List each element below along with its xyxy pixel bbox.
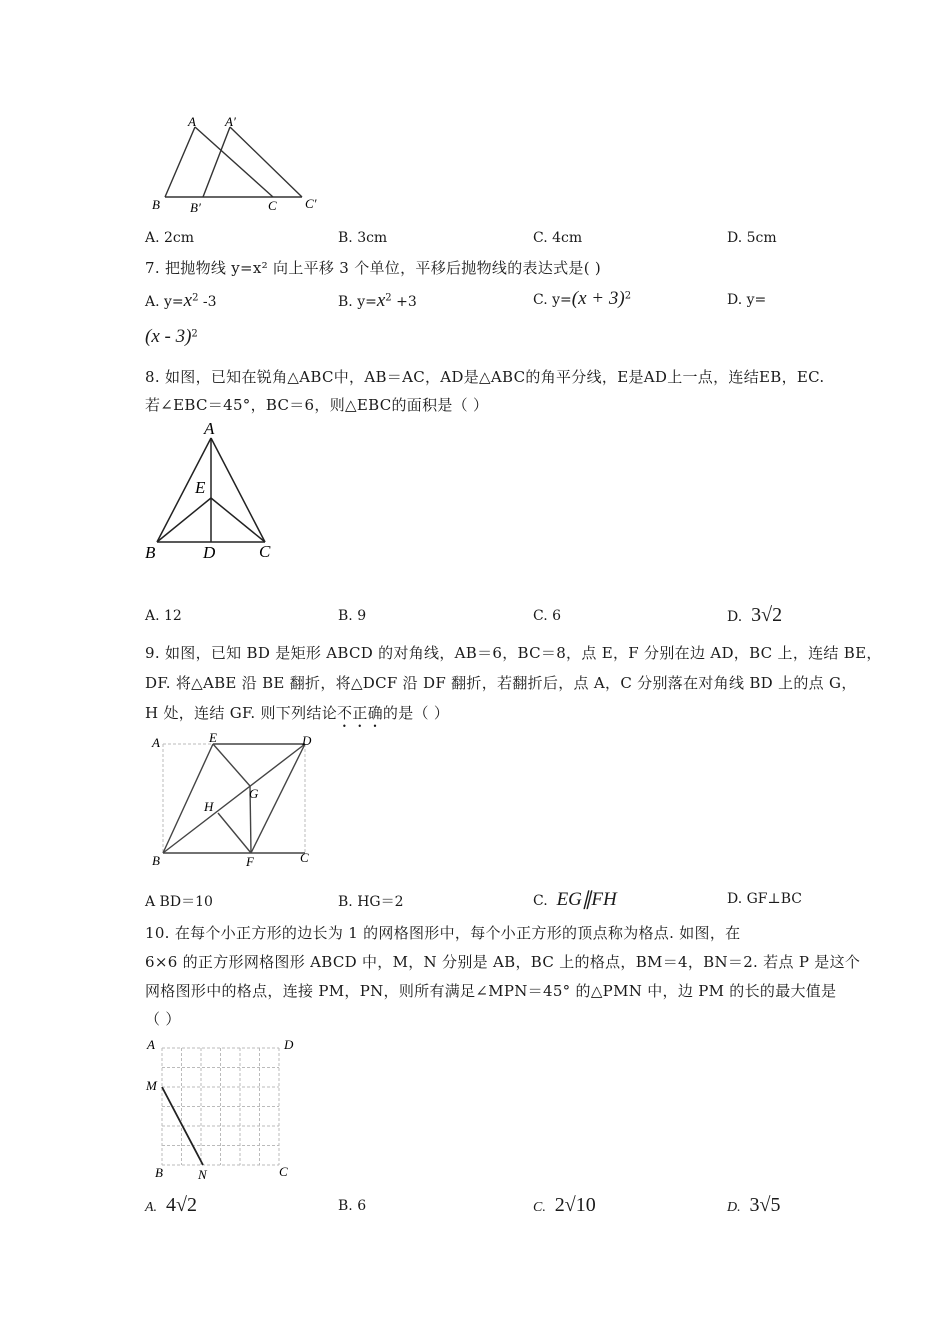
q6-option-a: A. 2cm bbox=[145, 230, 195, 246]
q10-option-b: B. 6 bbox=[338, 1198, 367, 1214]
q10-option-d: D. 3√5 bbox=[727, 1194, 781, 1216]
q10-stem-line-2: 6×6 的正方形网格图形 ABCD 中，M，N 分别是 AB，BC 上的格点，BM＝4，BN＝2. 若点 P 是这个 bbox=[145, 953, 861, 971]
q8-stem-line-1: 8. 如图，已知在锐角△ABC中，AB＝AC，AD是△ABC的角平分线，E是AD上一点，连结EB，EC. bbox=[145, 368, 825, 386]
q9-label-h: H bbox=[204, 799, 214, 814]
q7-stem: 7. 把抛物线 y=x² 向上平移 3 个单位，平移后抛物线的表达式是( ) bbox=[145, 259, 602, 277]
q10-label-c: C bbox=[279, 1164, 288, 1179]
q10-option-a: A. 4√2 bbox=[145, 1194, 197, 1216]
q9-option-c: C. EG∥FH bbox=[533, 889, 617, 910]
q6-label-b-prime: B′ bbox=[190, 200, 201, 215]
q10-label-a: A bbox=[147, 1037, 155, 1052]
q6-option-c: C. 4cm bbox=[533, 230, 583, 246]
q10-option-c: C. 2√10 bbox=[533, 1194, 596, 1216]
q8-label-c: C bbox=[259, 542, 271, 561]
q10-label-n: N bbox=[198, 1167, 207, 1182]
q6-label-c: C bbox=[268, 198, 277, 213]
q6-option-b: B. 3cm bbox=[338, 230, 388, 246]
q8-stem-line-2: 若∠EBC＝45°，BC＝6，则△EBC的面积是（ ） bbox=[145, 396, 489, 414]
q8-option-c: C. 6 bbox=[533, 608, 562, 624]
q6-label-b: B bbox=[152, 197, 160, 212]
q9-label-g: G bbox=[249, 786, 259, 801]
q8-option-a: A. 12 bbox=[145, 608, 182, 624]
q7-option-c: C. $y=(x + 3)^2$ bbox=[533, 288, 632, 309]
q8-label-d: D bbox=[203, 543, 216, 562]
q9-label-a: A bbox=[152, 735, 160, 750]
q10-label-m: M bbox=[146, 1078, 157, 1093]
q10-stem-line-4: （ ） bbox=[145, 1010, 181, 1028]
q7-option-b: B. $y=x^2 +3$ bbox=[338, 290, 417, 311]
q7-option-a: A. $y=x^2$ -3 bbox=[145, 290, 217, 311]
q9-stem-line-3: H 处，连结 GF. 则下列结论不正确的是（ ） bbox=[145, 704, 450, 722]
q9-emphasis-not-correct: 不正确 bbox=[337, 704, 383, 722]
q7-option-d-prefix: D. y= bbox=[727, 292, 767, 308]
q9-label-b: B bbox=[152, 853, 160, 868]
q8-option-d: D. 3√2 bbox=[727, 604, 783, 626]
q6-option-d: D. 5cm bbox=[727, 230, 777, 246]
q6-figure bbox=[145, 112, 335, 217]
q8-label-e: E bbox=[195, 478, 206, 497]
q9-label-e: E bbox=[209, 732, 217, 745]
q6-label-a: A bbox=[188, 114, 196, 129]
q10-label-b: B bbox=[155, 1165, 163, 1180]
q6-label-c-prime: C′ bbox=[305, 196, 317, 211]
q8-option-b: B. 9 bbox=[338, 608, 367, 624]
q9-option-d: D. GF⊥BC bbox=[727, 891, 802, 907]
q9-label-f: F bbox=[246, 854, 254, 869]
q9-label-d: D bbox=[302, 733, 312, 748]
q10-figure bbox=[145, 1034, 305, 1182]
q10-stem-line-1: 10. 在每个小正方形的边长为 1 的网格图形中，每个小正方形的顶点称为格点. 如图，在 bbox=[145, 924, 741, 942]
q6-label-a-prime: A′ bbox=[225, 114, 236, 129]
q7-option-d-expression: (x - 3)$^2$ bbox=[145, 326, 198, 347]
q10-stem-line-3: 网格图形中的格点，连接 PM，PN，则所有满足∠MPN＝45° 的△PMN 中，边 PM 的长的最大值是 bbox=[145, 982, 837, 1000]
q10-label-d: D bbox=[284, 1037, 294, 1052]
q9-figure bbox=[148, 732, 323, 872]
q9-stem-line-1: 9. 如图，已知 BD 是矩形 ABCD 的对角线，AB＝6，BC＝8，点 E，F 分别在边 AD，BC 上，连结 BE， bbox=[145, 644, 882, 662]
q8-label-a: A bbox=[204, 419, 215, 438]
q9-label-c: C bbox=[300, 850, 309, 865]
q8-label-b: B bbox=[145, 543, 156, 562]
q9-stem-line-2: DF. 将△ABE 沿 BE 翻折，将△DCF 沿 DF 翻折，若翻折后，点 A，C 分别落在对角线 BD 上的点 G， bbox=[145, 674, 857, 692]
q8-figure bbox=[140, 418, 290, 568]
q9-option-a: A BD＝10 bbox=[145, 894, 213, 910]
q9-option-b: B. HG＝2 bbox=[338, 894, 404, 910]
